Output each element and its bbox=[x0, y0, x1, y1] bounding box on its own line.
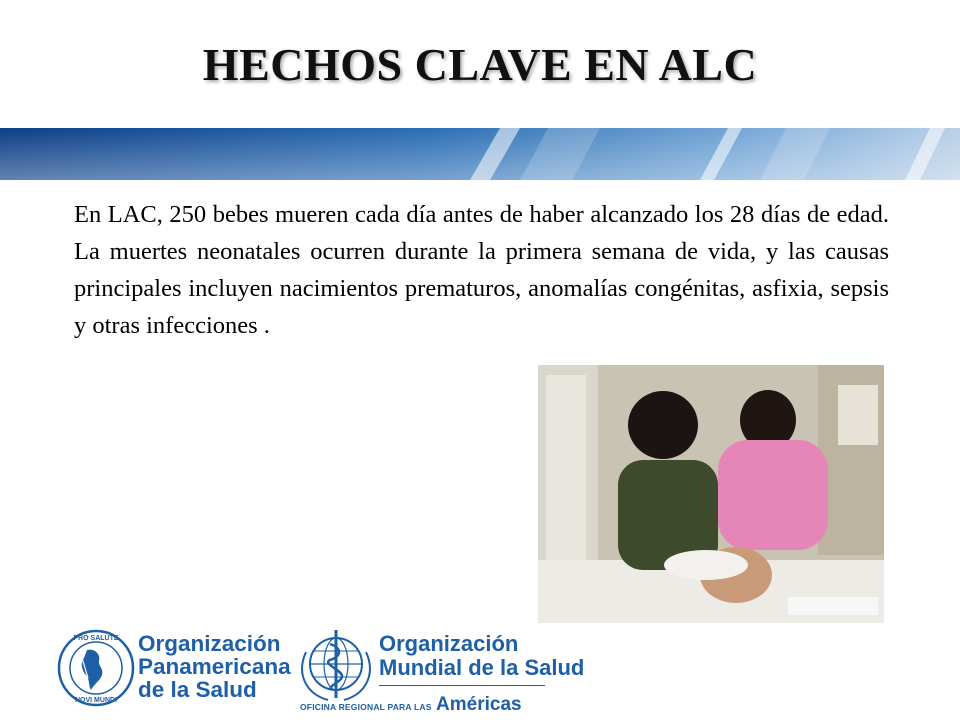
svg-text:NOVI MUNDI: NOVI MUNDI bbox=[75, 697, 117, 704]
paho-wordmark-line2: Panamericana bbox=[138, 654, 291, 679]
who-divider bbox=[379, 685, 545, 686]
svg-text:PRO SALUTE: PRO SALUTE bbox=[73, 635, 119, 642]
who-wordmark-line2: Mundial de la Salud bbox=[379, 655, 585, 680]
paho-wordmark-line3: de la Salud bbox=[138, 677, 257, 702]
paho-wordmark-line1: Organización bbox=[138, 631, 281, 656]
body-paragraph: En LAC, 250 bebes mueren cada día antes de haber alcanzado los 28 días de edad. La muertes neonatales ocurren durante la primera semana de vida, y las causas principales incluyen nacimientos prematuros, anomalías congénitas, asfixia, sepsis y otras infecciones . bbox=[74, 201, 889, 339]
decorative-header-band bbox=[0, 128, 960, 180]
who-regional-office-label: OFICINA REGIONAL PARA LAS bbox=[300, 702, 432, 712]
slide-title: HECHOS CLAVE EN ALC bbox=[202, 39, 758, 90]
who-regional-office-region: Américas bbox=[436, 694, 522, 715]
who-regional-office bbox=[300, 694, 522, 716]
paho-wordmark bbox=[138, 632, 291, 701]
who-wordmark bbox=[379, 632, 584, 680]
photo-two-women-with-infant bbox=[538, 365, 884, 623]
who-wordmark-line1: Organización bbox=[379, 631, 519, 656]
